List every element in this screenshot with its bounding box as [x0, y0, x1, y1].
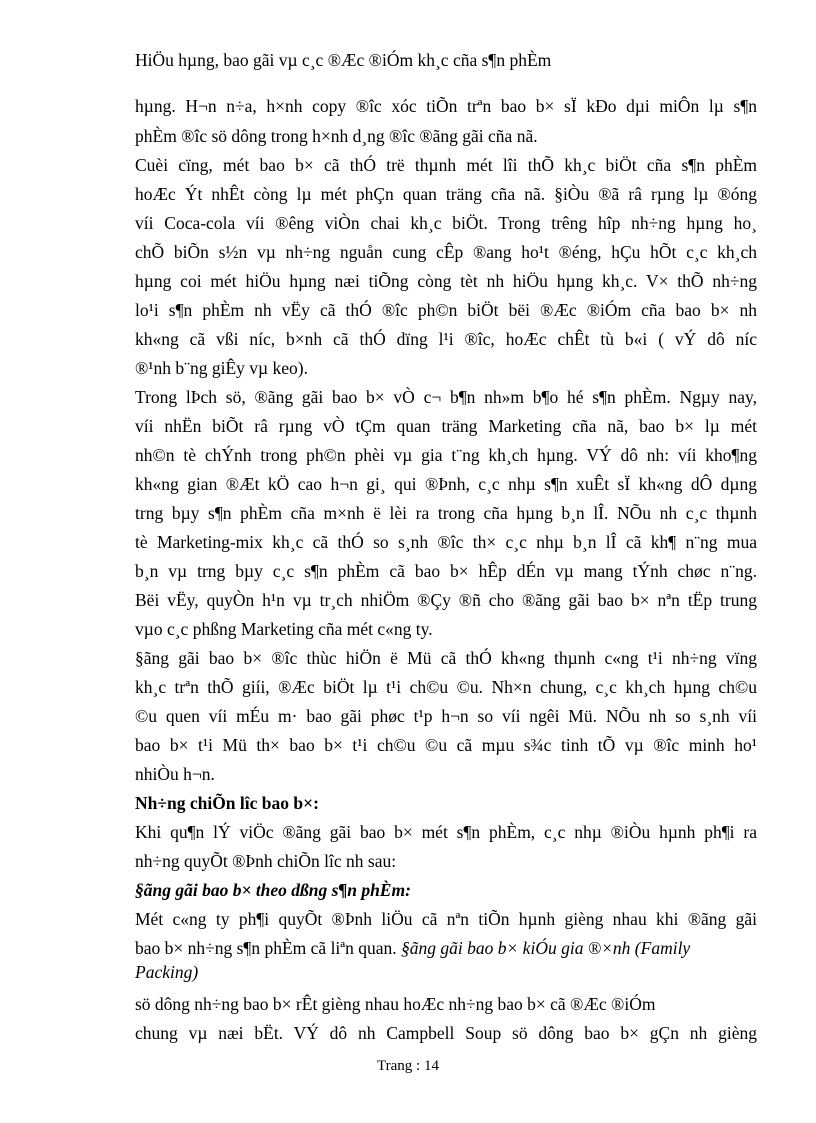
body-line: sö dông nh÷ng bao b× rÊt gièng nhau hoÆc nh÷ng bao b× cã ®Æc ®iÓm	[135, 994, 656, 1014]
body-line: Trong lÞch sö, ®ãng gãi bao b× vÒ c¬ b¶n nh»m b¶o hé s¶n phÈm. Ngµy nay,	[135, 387, 757, 407]
body-line: hµng coi mét hiÖu hµng næi tiÕng còng tèt nh hiÖu hµng kh¸c. V× thÕ nh÷ng	[135, 271, 757, 291]
body-line: tè Marketing-mix kh¸c cã thÓ so s¸nh ®îc th× c¸c nhµ b¸n lÎ cã kh¶ n¨ng mua	[135, 532, 757, 552]
body-line: kh«ng cã vßi níc, b×nh cã thÓ dïng l¹i ®îc, hoÆc chÊt tù b«i ( vÝ dô níc	[135, 329, 757, 349]
body-line: chÕ biÕn s½n vµ nh÷ng nguån cung cÊp ®ang ho¹t ®éng, hÇu hÕt c¸c kh¸ch	[135, 242, 757, 262]
body-line: ©u quen víi mÉu m· bao gãi phøc t¹p h¬n so víi ngêi Mü. NÕu nh so s¸nh víi	[135, 706, 757, 726]
body-line: b¸n vµ trng bµy c¸c s¶n phÈm cã bao b× hÊp dÉn vµ mang tÝnh chøc n¨ng.	[135, 561, 757, 581]
body-line: phÈm ®îc sö dông trong h×nh d¸ng ®îc ®ãng gãi cña nã.	[135, 126, 538, 146]
body-line	[135, 937, 690, 959]
page-number: Trang : 14	[377, 1058, 439, 1074]
body-text: bao b× nh÷ng s¶n phÈm cã liªn quan.	[135, 938, 402, 958]
subsection-heading: §ãng gãi bao b× theo dßng s¶n phÈm:	[135, 880, 411, 900]
body-line: kh«ng gian ®Æt kÖ cao h¬n gi¸ qui ®Þnh, c¸c nhµ s¶n xuÊt sÏ kh«ng dÔ dµng	[135, 474, 757, 494]
italic-term: §ãng gãi bao b× kiÓu gia ®×nh (Family	[401, 938, 691, 958]
section-heading: Nh÷ng chiÕn lîc bao b×:	[135, 793, 319, 813]
body-line: nhiÒu h¬n.	[135, 764, 215, 784]
body-line: Mét c«ng ty ph¶i quyÕt ®Þnh liÖu cã nªn tiÕn hµnh gièng nhau khi ®ãng gãi	[135, 909, 757, 929]
body-line: hµng. H¬n n÷a, h×nh copy ®îc xóc tiÕn trªn bao b× sÏ kÐo dµi miÔn lµ s¶n	[135, 96, 757, 116]
body-line: chung vµ næi bËt. VÝ dô nh Campbell Soup sö dông bao b× gÇn nh gièng	[135, 1023, 757, 1043]
body-line: Cuèi cïng, mét bao b× cã thÓ trë thµnh mét lîi thÕ kh¸c biÖt cña s¶n phÈm	[135, 155, 757, 175]
header-line: HiÖu hµng, bao gãi vµ c¸c ®Æc ®iÓm kh¸c cña s¶n phÈm	[135, 50, 552, 70]
body-line: hoÆc Ýt nhÊt còng lµ mét phÇn quan träng cña nã. §iÒu ®ã râ rµng lµ ®óng	[135, 184, 757, 204]
body-line: Bëi vËy, quyÒn h¹n vµ tr¸ch nhiÖm ®Çy ®ñ cho ®ãng gãi bao b× nªn tËp trung	[135, 590, 757, 610]
body-line: Khi qu¶n lÝ viÖc ®ãng gãi bao b× mét s¶n phÈm, c¸c nhµ ®iÒu hµnh ph¶i ra	[135, 822, 757, 842]
body-line: víi Coca-cola víi ®êng viÒn chai kh¸c biÖt. Trong trêng hîp nh÷ng hµng ho¸	[135, 213, 757, 233]
body-line: kh¸c trªn thÕ giíi, ®Æc biÖt lµ t¹i ch©u ©u. Nh×n chung, c¸c kh¸ch hµng ch©u	[135, 677, 757, 697]
body-line: bao b× t¹i Mü th× bao b× t¹i ch©u ©u cã mµu s¾c tinh tÕ vµ ®îc minh ho¹	[135, 735, 757, 755]
body-line: lo¹i s¶n phÈm nh vËy cã thÓ ®îc ph©n biÖt bëi ®Æc ®iÓm cña bao b× nh	[135, 300, 757, 320]
body-line: §ãng gãi bao b× ®îc thùc hiÖn ë Mü cã thÓ kh«ng thµnh c«ng t¹i nh÷ng vïng	[135, 648, 757, 668]
body-line: nh÷ng quyÕt ®Þnh chiÕn lîc nh sau:	[135, 851, 397, 871]
body-line: trng bµy s¶n phÈm cña m×nh ë lèi ra trong cña hµng b¸n lÎ. NÕu nh c¸c thµnh	[135, 503, 757, 523]
body-line: vµo c¸c phßng Marketing cña mét c«ng ty.	[135, 619, 433, 639]
body-line: nh©n tè chÝnh trong ph©n phèi vµ gia t¨ng kh¸ch hµng. VÝ dô nh: víi kho¶ng	[135, 445, 757, 465]
body-line: Packing)	[135, 962, 199, 982]
body-line: víi nhËn biÕt râ rµng vÒ tÇm quan träng Marketing cña nã, bao b× lµ mét	[135, 416, 757, 436]
body-line: ®¹nh b¨ng giÊy vµ keo).	[135, 358, 308, 378]
